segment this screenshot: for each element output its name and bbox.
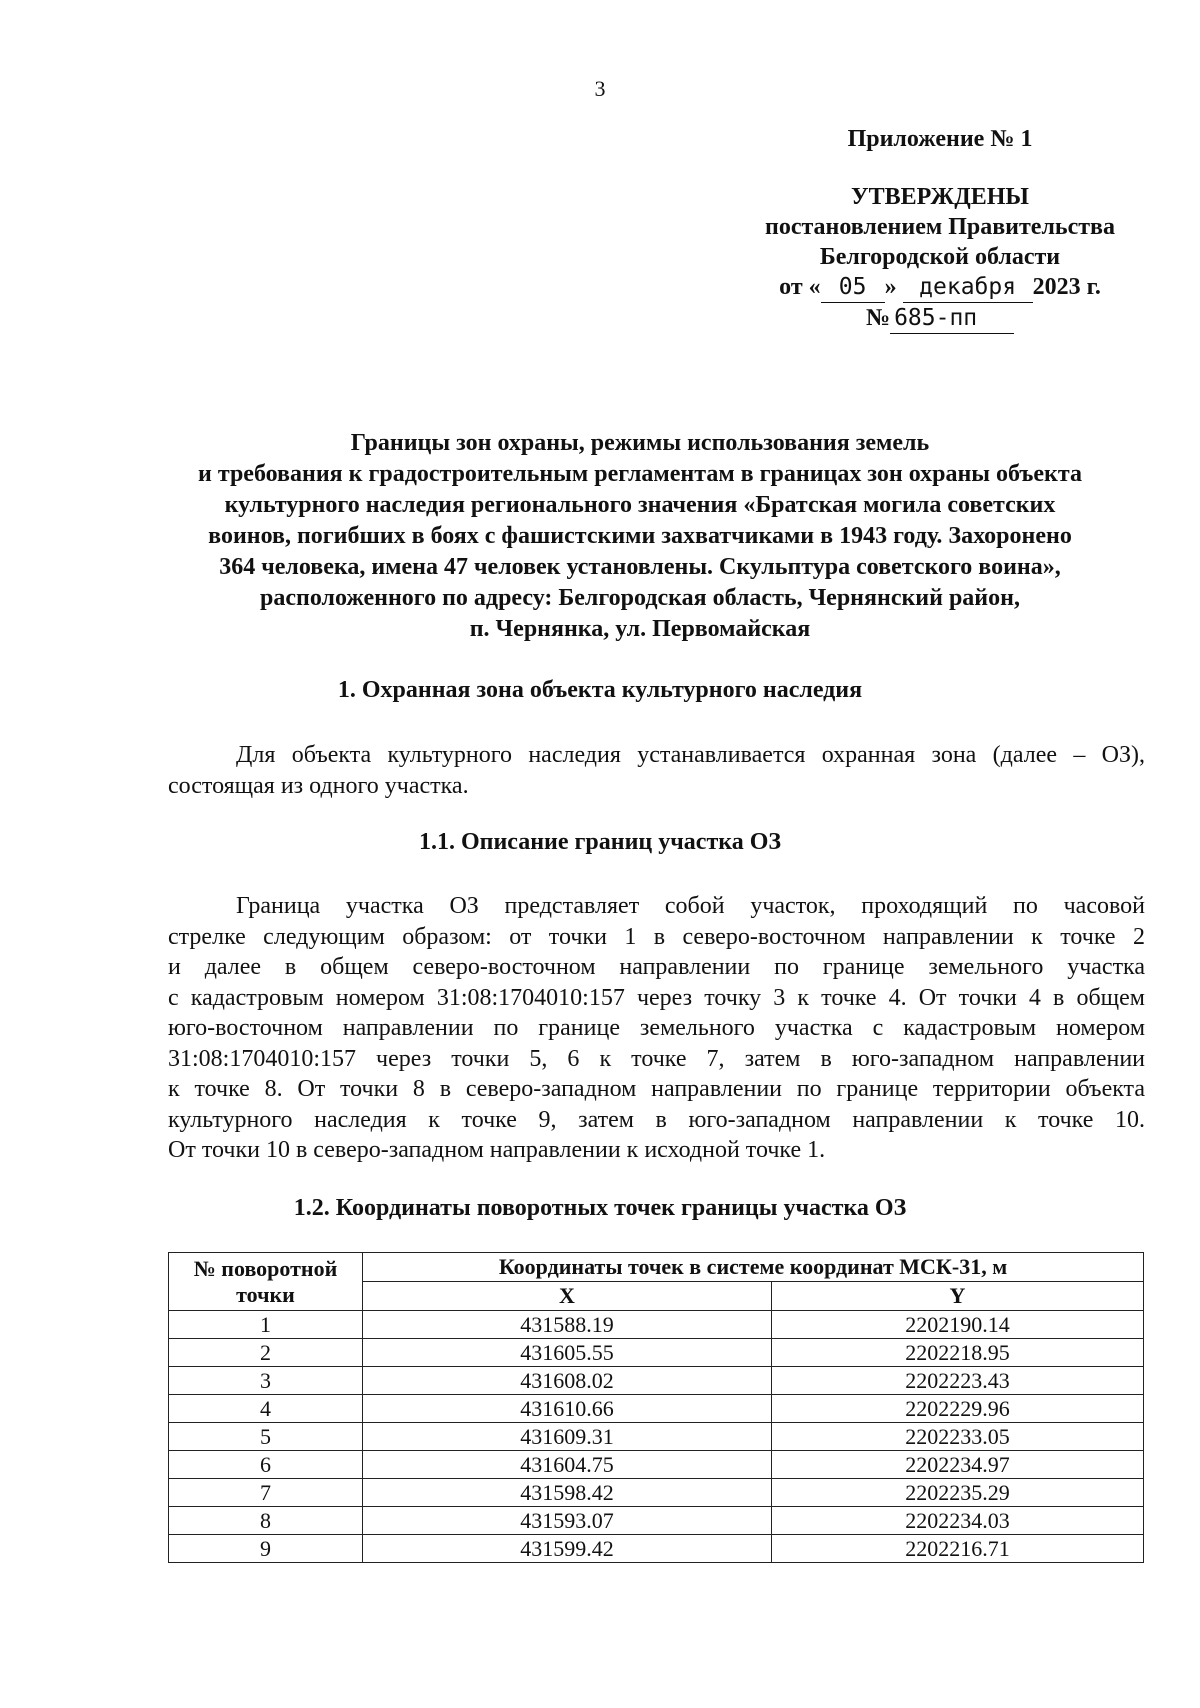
- number-value: 685-пп: [890, 303, 1014, 334]
- table-row: [169, 1339, 1144, 1367]
- table-row: [169, 1507, 1144, 1535]
- paragraph-line: юго-восточном направлении по границе земельного участка с кадастровым номером: [168, 1015, 1145, 1041]
- title-line: п. Чернянка, ул. Первомайская: [469, 616, 811, 642]
- cell-y: 2202233.05: [772, 1423, 1144, 1451]
- coordinates-body: [169, 1311, 1144, 1563]
- approval-number: [730, 303, 1150, 334]
- cell-y: 2202234.03: [772, 1507, 1144, 1535]
- paragraph-line: 31:08:1704010:157 через точки 5, 6 к точке 7, затем в юго-западном направлении: [168, 1045, 1145, 1072]
- approved-by-line2: Белгородской области: [819, 244, 1061, 270]
- paragraph-line: с кадастровым номером 31:08:1704010:157 через точку 3 к точке 4. От точки 4 в общем: [168, 984, 1145, 1011]
- cell-point-number: 7: [169, 1479, 363, 1507]
- header-y: Y: [772, 1282, 1144, 1311]
- date-day: 05: [821, 272, 885, 303]
- cell-x: 431608.02: [363, 1367, 772, 1395]
- approval-date: [730, 272, 1150, 303]
- paragraph-line: и далее в общем северо-восточном направлении по границе земельного участка: [168, 954, 1145, 980]
- approved-label: УТВЕРЖДЕНЫ: [851, 184, 1029, 210]
- table-row: [169, 1367, 1144, 1395]
- title-line: и требования к градостроительным регламентам в границах зон охраны объекта: [198, 461, 1082, 487]
- approved-by-line1: постановлением Правительства: [764, 214, 1115, 240]
- document-title: [140, 428, 1140, 645]
- approval-block: [730, 124, 1150, 334]
- date-year: 2023 г.: [1032, 274, 1101, 300]
- section-1-2-heading: 1.2. Координаты поворотных точек границы участка ОЗ: [293, 1195, 907, 1221]
- header-point-number: № поворотной точки: [169, 1253, 363, 1311]
- cell-x: 431593.07: [363, 1507, 772, 1535]
- table-row: [169, 1451, 1144, 1479]
- paragraph-line: культурного наследия к точке 9, затем в юго-западном направлении к точке 10.: [168, 1106, 1145, 1133]
- coordinates-table: [168, 1252, 1144, 1563]
- date-prefix: от «: [779, 274, 821, 300]
- cell-y: 2202218.95: [772, 1339, 1144, 1367]
- title-line: Границы зон охраны, режимы использования земель: [350, 430, 930, 456]
- cell-y: 2202190.14: [772, 1311, 1144, 1339]
- cell-x: 431598.42: [363, 1479, 772, 1507]
- cell-y: 2202223.43: [772, 1367, 1144, 1395]
- cell-point-number: 8: [169, 1507, 363, 1535]
- paragraph-line: Для объекта культурного наследия устанавливается охранная зона (далее – ОЗ),: [236, 742, 1145, 768]
- section-1-heading: 1. Охранная зона объекта культурного наследия: [337, 677, 863, 703]
- table-row: [169, 1423, 1144, 1451]
- table-row: [169, 1395, 1144, 1423]
- section-1-paragraph: [168, 740, 1145, 801]
- paragraph-line: От точки 10 в северо-западном направлении к исходной точке 1.: [168, 1137, 826, 1163]
- title-line: воинов, погибших в боях с фашистскими захватчиками в 1943 году. Захоронено: [208, 523, 1072, 549]
- annex-label: Приложение № 1: [847, 126, 1033, 152]
- number-prefix: №: [865, 305, 891, 331]
- paragraph-line: стрелке следующим образом: от точки 1 в северо-восточном направлении к точке 2: [168, 923, 1145, 950]
- cell-point-number: 4: [169, 1395, 363, 1423]
- cell-x: 431599.42: [363, 1535, 772, 1563]
- cell-point-number: 6: [169, 1451, 363, 1479]
- title-line: культурного наследия регионального значения «Братская могила советских: [224, 492, 1056, 518]
- title-line: 364 человека, имена 47 человек установлены. Скульптура советского воина»,: [219, 554, 1061, 580]
- cell-y: 2202234.97: [772, 1451, 1144, 1479]
- cell-y: 2202229.96: [772, 1395, 1144, 1423]
- paragraph-line: Граница участка ОЗ представляет собой участок, проходящий по часовой: [236, 893, 1145, 919]
- header-x: X: [363, 1282, 772, 1311]
- cell-point-number: 5: [169, 1423, 363, 1451]
- header-coordinates: Координаты точек в системе координат МСК-31, м: [363, 1253, 1144, 1282]
- cell-point-number: 1: [169, 1311, 363, 1339]
- date-mid: »: [884, 274, 897, 300]
- cell-x: 431605.55: [363, 1339, 772, 1367]
- cell-x: 431588.19: [363, 1311, 772, 1339]
- section-1-1-paragraph: [168, 891, 1145, 1166]
- cell-point-number: 3: [169, 1367, 363, 1395]
- cell-x: 431609.31: [363, 1423, 772, 1451]
- table-row: [169, 1479, 1144, 1507]
- cell-point-number: 9: [169, 1535, 363, 1563]
- paragraph-line: состоящая из одного участка.: [168, 772, 469, 799]
- page-number: 3: [594, 76, 606, 101]
- date-month: декабря: [903, 272, 1033, 303]
- table-row: [169, 1311, 1144, 1339]
- table-row: [169, 1535, 1144, 1563]
- cell-y: 2202235.29: [772, 1479, 1144, 1507]
- cell-x: 431610.66: [363, 1395, 772, 1423]
- section-1-1-heading: 1.1. Описание границ участка ОЗ: [418, 829, 782, 855]
- cell-x: 431604.75: [363, 1451, 772, 1479]
- title-line: расположенного по адресу: Белгородская область, Чернянский район,: [260, 585, 1020, 611]
- cell-y: 2202216.71: [772, 1535, 1144, 1563]
- cell-point-number: 2: [169, 1339, 363, 1367]
- paragraph-line: к точке 8. От точки 8 в северо-западном направлении по границе территории объекта: [168, 1076, 1145, 1102]
